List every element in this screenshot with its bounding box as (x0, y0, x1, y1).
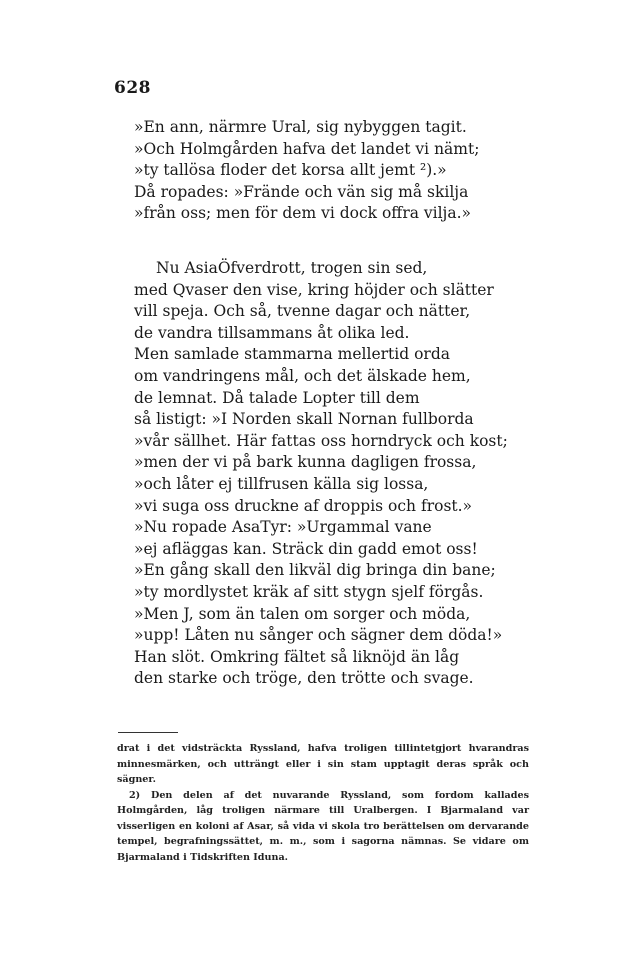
footnote-2: 2) Den delen af det nuvarande Ryssland, som fordom kallades Holmgården, låg troligen närmare till Uralbergen. I Bjarmaland var visserligen en koloni af Asar, så vida vi skola tro berättelsen om dervarande tempel, begrafningssättet, m. m., som i sagorna nämnas. Se vidare om Bjarmaland i Tidskriften Iduna. (117, 789, 529, 863)
poem-line: om vandringens mål, och det älskade hem, (134, 366, 471, 385)
poem-line: så listigt: »I Norden skall Nornan fullborda (134, 410, 474, 429)
poem-line: »upp! Låten nu sånger och sägner dem döda!» (134, 626, 503, 645)
poem-line: »vi suga oss druckne af droppis och frost.» (134, 496, 473, 515)
poem-stanza (134, 258, 508, 690)
poem-line: »Och Holmgården hafva det landet vi nämt; (134, 139, 480, 158)
poem-line: vill speja. Och så, tvenne dagar och nätter, (134, 302, 471, 321)
poem-line: de vandra tillsammans åt olika led. (134, 323, 410, 342)
footnotes (117, 741, 529, 865)
poem-line: »En ann, närmre Ural, sig nybyggen tagit. (134, 118, 467, 136)
poem-line: den starke och tröge, den trötte och svage. (134, 669, 474, 688)
poem-line: »vår sällhet. Här fattas oss horndryck och kost; (134, 431, 508, 450)
poem-line: »ej afläggas kan. Sträck din gadd emot oss! (134, 539, 478, 558)
poem-line: »Nu ropade AsaTyr: »Urgammal vane (134, 518, 432, 537)
poem-line: »Men J, som än talen om sorger och möda, (134, 604, 471, 623)
poem-line: »ty mordlystet kräk af sitt stygn sjelf förgås. (134, 582, 484, 601)
poem-line: Men samlade stammarna mellertid orda (134, 345, 450, 364)
poem-line: »och låter ej tillfrusen källa sig lossa, (134, 474, 429, 493)
poem-line: Han slöt. Omkring fältet så liknöjd än låg (134, 647, 460, 666)
poem-line: »men der vi på bark kunna dagligen frossa, (134, 453, 477, 472)
poem-line: Då ropades: »Frände och vän sig må skilja (134, 182, 469, 201)
footnote-continuation: drat i det vidsträckta Ryssland, hafva troligen tillintetgjort hvarandras minnesmärken, och utträngt eller i sin stam upptagit deras språk och sägner. (117, 743, 529, 785)
poem-line: »ty tallösa floder det korsa allt jemt ²).» (134, 161, 447, 180)
poem-stanza (134, 117, 479, 225)
footnote-divider (118, 732, 178, 733)
page-number: 628 (114, 78, 151, 98)
poem-line: Nu AsiaÖfverdrott, trogen sin sed, (156, 259, 428, 277)
poem-line: »En gång skall den likväl dig bringa din bane; (134, 561, 496, 580)
poem-line: med Qvaser den vise, kring höjder och slätter (134, 280, 494, 299)
poem-line: de lemnat. Då talade Lopter till dem (134, 388, 420, 407)
poem-line: »från oss; men för dem vi dock offra vilja.» (134, 204, 472, 223)
